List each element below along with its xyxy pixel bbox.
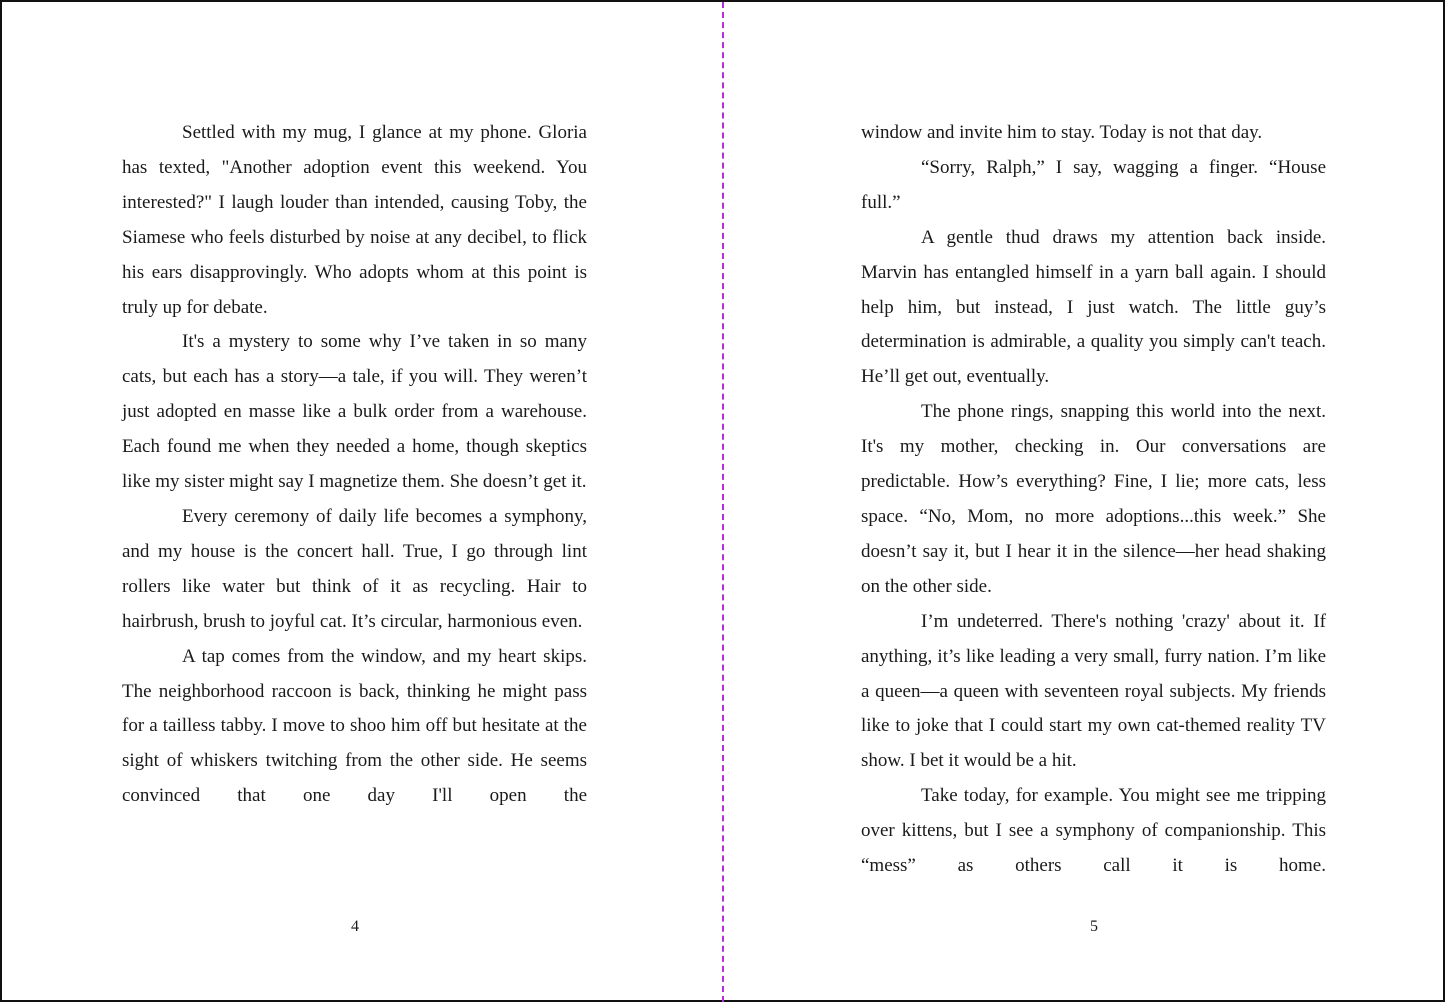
- paragraph: I’m undeterred. There's nothing 'crazy' about it. If anything, it’s like leading a very small, furry nation. I’m like a queen—a queen with seventeen royal subjects. My friends like to joke that I could start my own cat-themed reality TV show. I bet it would be a hit.: [861, 610, 1326, 772]
- page-number: 4: [351, 918, 359, 935]
- right-page: [724, 2, 1444, 1000]
- paragraph: Every ceremony of daily life becomes a symphony, and my house is the concert hall. True, I go through lint rollers like water but think of it as recycling. Hair to hairbrush, brush to joyful cat. It’s circular, harmonious even.: [122, 505, 587, 632]
- page-text-block: [861, 116, 1326, 884]
- page-number: 5: [1090, 918, 1098, 935]
- paragraph: It's a mystery to some why I’ve taken in so many cats, but each has a story—a tale, if you will. They weren’t just adopted en masse like a bulk order from a warehouse. Each found me when they needed a home, though skeptics like my sister might say I magnetize them. She doesn’t get it.: [122, 331, 587, 493]
- left-page: [2, 2, 722, 1000]
- paragraph: The phone rings, snapping this world into the next. It's my mother, checking in. Our conversations are predictable. How’s everything? Fine, I lie; more cats, less space. “No, Mom, no more adoptions...this week.” She doesn’t say it, but I hear it in the silence—her head shaking on the other side.: [861, 401, 1326, 597]
- page-text-block: [122, 116, 587, 814]
- paragraph: A tap comes from the window, and my heart skips. The neighborhood raccoon is back, thinking he might pass for a tailless tabby. I move to shoo him off but hesitate at the sight of whiskers twitching from the other side. He seems convinced that one day I'll open the: [122, 645, 587, 807]
- paragraph-continuation: window and invite him to stay. Today is not that day.: [861, 122, 1263, 143]
- paragraph: A gentle thud draws my attention back inside. Marvin has entangled himself in a yarn ball again. I should help him, but instead, I just watch. The little guy’s determination is admirable, a quality you simply can't teach. He’ll get out, eventually.: [861, 226, 1326, 388]
- paragraph: Settled with my mug, I glance at my phone. Gloria has texted, "Another adoption event this weekend. You interested?" I laugh louder than intended, causing Toby, the Siamese who feels disturbed by noise at any decibel, to flick his ears disapprovingly. Who adopts whom at this point is truly up for debate.: [122, 122, 587, 318]
- paragraph: “Sorry, Ralph,” I say, wagging a finger. “House full.”: [861, 156, 1326, 213]
- paragraph: Take today, for example. You might see me tripping over kittens, but I see a symphony of companionship. This “mess” as others call it is home.: [861, 785, 1326, 877]
